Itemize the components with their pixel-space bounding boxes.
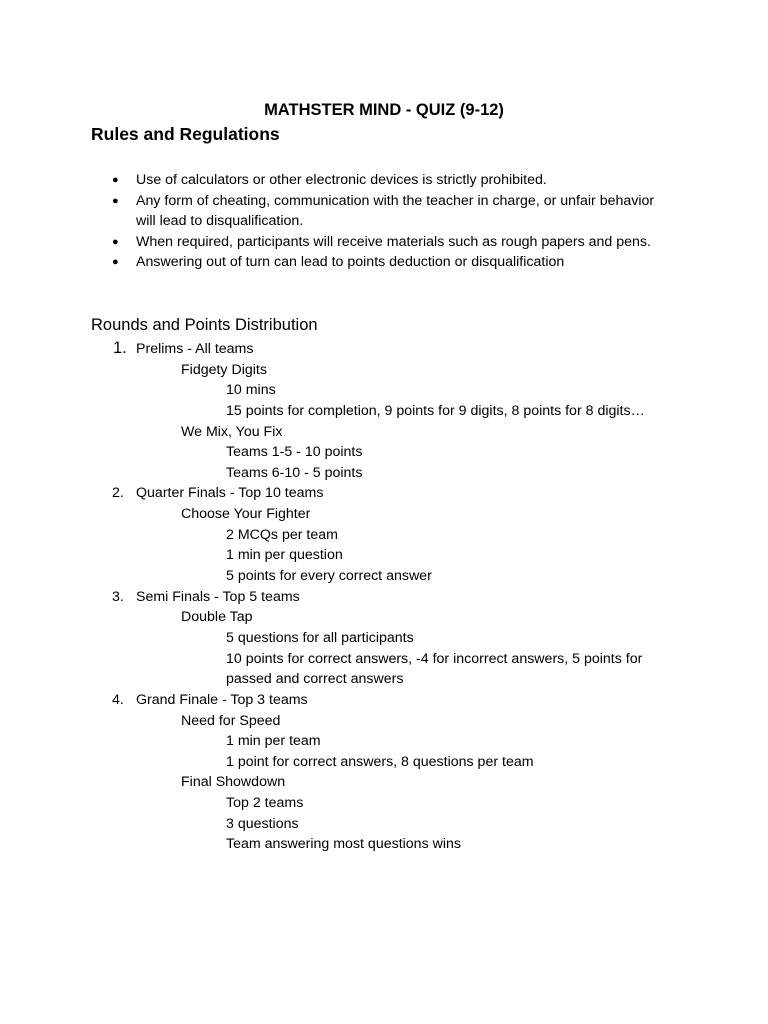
detail-text: 15 points for completion, 9 points for 9 digits, 8 points for 8 digits… xyxy=(226,402,645,419)
detail-text: passed and correct answers xyxy=(226,671,404,688)
detail-text: Teams 6-10 - 5 points xyxy=(226,464,363,481)
round-title: Prelims - All teams xyxy=(136,341,254,357)
detail-text: 1 point for correct answers, 8 questions per team xyxy=(226,753,534,770)
game-name: We Mix, You Fix xyxy=(181,423,283,440)
game-detail xyxy=(0,793,768,814)
round-item xyxy=(0,690,768,711)
rule-text: Any form of cheating, communication with the teacher in charge, or unfair behavior will lead to disqualification. xyxy=(136,192,655,230)
rules-heading: Rules and Regulations xyxy=(91,124,280,144)
game-item xyxy=(0,360,768,381)
rounds-list xyxy=(0,339,768,855)
game-name: Double Tap xyxy=(181,609,253,626)
rule-item xyxy=(0,170,768,191)
game-item xyxy=(0,772,768,793)
detail-text: 1 min per team xyxy=(226,733,321,750)
round-number: 3. xyxy=(112,588,124,605)
rule-item xyxy=(0,191,768,232)
game-item xyxy=(0,504,768,525)
game-detail xyxy=(0,566,768,587)
rule-item xyxy=(0,252,768,273)
detail-text: 10 mins xyxy=(226,382,276,399)
detail-text: 5 points for every correct answer xyxy=(226,568,432,585)
detail-text: 5 questions for all participants xyxy=(226,629,414,646)
detail-text: 3 questions xyxy=(226,815,299,832)
game-item xyxy=(0,711,768,732)
game-detail xyxy=(0,814,768,835)
round-title: Semi Finals - Top 5 teams xyxy=(136,588,300,605)
game-name: Fidgety Digits xyxy=(181,361,267,378)
game-name: Need for Speed xyxy=(181,712,281,729)
game-detail xyxy=(0,752,768,773)
rule-text: Answering out of turn can lead to points deduction or disqualification xyxy=(136,254,565,271)
detail-text: 2 MCQs per team xyxy=(226,526,338,543)
game-detail xyxy=(0,669,768,690)
game-detail xyxy=(0,442,768,463)
round-title: Grand Finale - Top 3 teams xyxy=(136,691,308,708)
round-item xyxy=(0,339,768,360)
game-detail xyxy=(0,463,768,484)
game-detail xyxy=(0,649,768,670)
round-number: 4. xyxy=(112,691,124,708)
detail-text: Teams 1-5 - 10 points xyxy=(226,444,363,461)
round-item xyxy=(0,483,768,504)
detail-text: Top 2 teams xyxy=(226,795,304,812)
detail-text: 10 points for correct answers, -4 for incorrect answers, 5 points for xyxy=(226,650,643,667)
rules-list xyxy=(0,170,768,273)
game-detail xyxy=(0,525,768,546)
game-name: Final Showdown xyxy=(181,774,286,791)
game-item xyxy=(0,422,768,443)
round-number: 1. xyxy=(113,339,127,357)
game-detail xyxy=(0,401,768,422)
game-item xyxy=(0,607,768,628)
rule-item xyxy=(0,232,768,253)
round-item xyxy=(0,587,768,608)
bullet-icon: ● xyxy=(112,194,119,207)
rule-text: Use of calculators or other electronic devices is strictly prohibited. xyxy=(136,172,547,188)
detail-text: 1 min per question xyxy=(226,547,343,564)
round-title: Quarter Finals - Top 10 teams xyxy=(136,485,324,502)
game-name: Choose Your Fighter xyxy=(181,506,311,523)
page-title: MATHSTER MIND - QUIZ (9-12) xyxy=(264,101,504,119)
game-detail xyxy=(0,834,768,855)
game-detail xyxy=(0,380,768,401)
bullet-icon: ● xyxy=(112,256,119,269)
game-detail xyxy=(0,628,768,649)
bullet-icon: ● xyxy=(112,174,119,186)
game-detail xyxy=(0,731,768,752)
rounds-heading: Rounds and Points Distribution xyxy=(91,316,318,334)
detail-text: Team answering most questions wins xyxy=(226,836,461,853)
rule-text: When required, participants will receive materials such as rough papers and pens. xyxy=(136,233,651,250)
game-detail xyxy=(0,545,768,566)
bullet-icon: ● xyxy=(112,235,119,248)
round-number: 2. xyxy=(112,485,124,502)
